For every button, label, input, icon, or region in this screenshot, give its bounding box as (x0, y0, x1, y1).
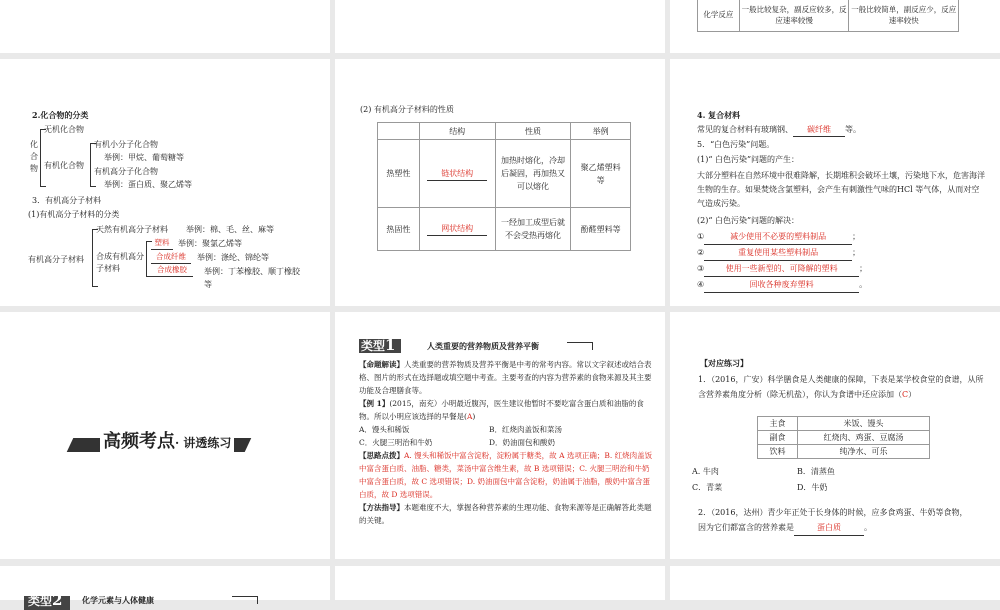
option: C．青菜 (692, 483, 723, 492)
reaction-table (697, 0, 959, 32)
list-item (697, 245, 867, 261)
slide-4[interactable] (0, 59, 330, 306)
answer-blank: 重复使用某些塑料制品 (704, 245, 852, 261)
table-cell: 副食 (758, 431, 798, 445)
slide-2[interactable] (335, 0, 665, 53)
slide-6[interactable] (670, 59, 1000, 306)
text: ； (852, 232, 861, 241)
text: 1．（2016，广安）科学膳食是人类健康的保障，下表是某学校食堂的食谱，从所含营养素角度分析（除无机盐），你认为食谱中还应添加（ (698, 375, 984, 399)
paragraph (359, 449, 657, 501)
answer: A (466, 412, 473, 421)
question (698, 372, 988, 402)
tree-node: 举例：蛋白质、聚乙烯等 (104, 180, 192, 189)
option: C．火腿三明治和牛奶 (359, 438, 433, 447)
list-number: ② (697, 248, 705, 257)
paragraph (697, 124, 861, 137)
table-cell (419, 140, 495, 208)
label: 【命题解读】 (359, 360, 404, 369)
tree-node: 举例：棉、毛、丝、麻等 (186, 225, 274, 234)
tree-node: 举例：甲烷、葡萄糖等 (104, 153, 184, 162)
section-heading: (2) 有机高分子材料的性质 (360, 105, 454, 114)
answer-blank: 减少使用不必要的塑料制品 (704, 229, 852, 245)
label: 【方法指导】 (359, 503, 404, 512)
solution-list (697, 229, 867, 293)
tree-node: 举例：丁苯橡胶、顺丁橡胶等 (204, 267, 300, 289)
title-rule (232, 596, 258, 604)
text: ） (908, 390, 917, 399)
table-cell: 热塑性 (378, 140, 420, 208)
badge-num: 1 (385, 336, 396, 354)
list-item (697, 229, 867, 245)
answer-blank: 合成纤维 (151, 251, 191, 264)
answer-blank: 网状结构 (427, 222, 487, 236)
slide-1[interactable] (0, 0, 330, 53)
section-title (100, 432, 234, 452)
table-cell: 一般比较复杂，副反应较多，反应速率较慢 (739, 0, 849, 32)
section-heading: 2.化合物的分类 (32, 110, 89, 120)
tree-node: 举例：涤纶、锦纶等 (197, 253, 269, 262)
type-title: 化学元素与人体健康 (82, 595, 154, 605)
badge-num: 2 (52, 591, 63, 609)
table-row (758, 431, 930, 445)
title-rule (567, 342, 593, 350)
answer-blank: 蛋白质 (794, 520, 864, 536)
table-cell: 酚醛塑料等 (571, 208, 631, 251)
table-header: 举例 (571, 123, 631, 140)
options (359, 423, 657, 449)
type-title: 人类重要的营养物质及营养平衡 (427, 341, 539, 351)
table-cell: 化学反应 (698, 0, 740, 32)
table-row (758, 417, 930, 431)
option: D．奶油面包和酸奶 (489, 438, 556, 447)
sub-heading: (1)有机高分子材料的分类 (28, 210, 120, 219)
text: ) (472, 412, 476, 421)
sub-heading: (1)“ 白色污染”问题的产生： (697, 155, 800, 164)
paragraph (359, 397, 657, 423)
question (698, 505, 968, 536)
tree-root: 化合物 (30, 140, 38, 173)
answer-blank: 合成橡胶 (151, 264, 193, 277)
text: (2015，南充）小明最近腹泻，医生建议他暂时不要吃富含蛋白质和油脂的食物。所以小明应该选择的早餐是( (359, 399, 644, 421)
option: B．红烧肉盖饭和菜汤 (489, 425, 563, 434)
answer-blank: 回收各种废弃塑料 (704, 277, 859, 293)
tree-node: 天然有机高分子材料 (96, 225, 168, 234)
menu-table (757, 416, 930, 459)
table-cell: 纯净水、可乐 (798, 445, 930, 459)
explanation: A. 馒头和稀饭中富含淀粉，淀粉属于糖类，故 A 选项正确；B. 红烧肉盖饭中富含蛋白质、油脂、糖类，菜汤中富含维生素，故 B 选项错误；C. 火腿三明治和牛奶中富含蛋白质，故 C 选项错误；D. 奶油面包中富含淀粉，奶油属于油脂，酸奶中富含蛋白质，故 D 选项错误。 (359, 451, 653, 499)
text: ； (859, 264, 868, 273)
text: 等。 (845, 125, 861, 134)
text: 本题难度不大，掌握各种营养素的生理功能、食物来源等是正确解答此类题的关键。 (359, 503, 652, 525)
answer-blank: 塑料 (151, 237, 173, 250)
table-header: 结构 (419, 123, 495, 140)
tree-node: 合成有机高分子材料 (96, 252, 144, 273)
slide-12[interactable] (670, 566, 1000, 600)
text: 常见的复合材料有玻璃钢、 (697, 125, 793, 134)
text: 2．（2016，达州）青少年正处于长身体的时候，应多食鸡蛋、牛奶等食物，因为它们都富含的营养素是 (698, 508, 968, 532)
table-cell (419, 208, 495, 251)
answer-blank: 碳纤维 (793, 124, 845, 137)
answer-blank: 链状结构 (427, 167, 487, 181)
option: B．清蒸鱼 (797, 467, 835, 476)
list-number: ① (697, 232, 705, 241)
paragraph: 大部分塑料在自然环境中很难降解，长期堆积会破坏土壤，污染地下水，危害海洋生物的生存。如果焚烧含氯塑料，会产生有刺激性气味的HCl 等气体，从而对空气造成污染。 (697, 171, 985, 208)
badge-word: 类型 (361, 339, 386, 353)
title-big: 高频考点 (103, 431, 175, 452)
slide-10[interactable] (0, 566, 330, 609)
slide-9[interactable] (670, 312, 1000, 559)
tree-root: 有机高分子材料 (28, 255, 84, 264)
answer: C (902, 390, 909, 399)
tree-node: 有机高分子化合物 (94, 167, 158, 176)
table-cell: 加热时熔化，冷却后凝固，再加热又可以熔化 (495, 140, 571, 208)
question-block (359, 358, 657, 527)
table-cell: 主食 (758, 417, 798, 431)
text: 。 (864, 523, 872, 532)
section-heading: 5．“白色污染”问题。 (697, 140, 775, 149)
table-row (758, 445, 930, 459)
answer-blank: 使用一些新型的、可降解的塑料 (704, 261, 859, 277)
table-cell: 红烧肉、鸡蛋、豆腐汤 (798, 431, 930, 445)
text: 人类重要的营养物质及营养平衡是中考的常考内容。常以文字叙述或结合表格、图片的形式在选择题或填空题中考查。主要考查的内容为营养素的食物来源及其主要功能及合理膳食等。 (359, 360, 652, 395)
table-cell: 饮料 (758, 445, 798, 459)
label: 【思路点拨】 (359, 451, 404, 460)
slide-7[interactable] (0, 312, 330, 559)
paragraph (359, 501, 657, 527)
options (692, 464, 892, 496)
tree-node: 有机化合物 (44, 161, 84, 170)
label: 【例 1】 (359, 399, 390, 408)
tree-node: 举例：聚氯乙烯等 (178, 239, 242, 248)
section-heading: 3．有机高分子材料 (32, 196, 102, 205)
table-row (378, 208, 631, 251)
tree-node: 无机化合物 (44, 125, 84, 134)
list-item (697, 277, 867, 293)
table-cell: 热固性 (378, 208, 420, 251)
badge-word: 类型 (28, 594, 53, 608)
table-cell: 聚乙烯塑料等 (571, 140, 631, 208)
section-heading: 4. 复合材料 (697, 110, 741, 120)
material-property-table (377, 122, 631, 251)
type-badge-text (361, 336, 395, 355)
table-cell: 一经加工成型后就不会受热再熔化 (495, 208, 571, 251)
slide-5[interactable] (335, 59, 665, 306)
option: A．馒头和稀饭 (359, 425, 410, 434)
table-header (378, 123, 420, 140)
slide-3[interactable] (670, 0, 1000, 53)
title-rest: · 讲透练习 (175, 436, 232, 450)
slide-11[interactable] (335, 566, 665, 600)
list-number: ④ (697, 280, 705, 289)
slide-8[interactable] (335, 312, 665, 559)
list-item (697, 261, 867, 277)
sub-heading: (2)“ 白色污染”问题的解决： (697, 216, 800, 225)
type-badge-text (28, 592, 62, 609)
table-cell: 米饭、馒头 (798, 417, 930, 431)
paragraph (359, 358, 657, 397)
tree-node: 有机小分子化合物 (94, 140, 158, 149)
table-row (378, 140, 631, 208)
table-header: 性质 (495, 123, 571, 140)
brace (40, 129, 46, 187)
text: 。 (859, 280, 868, 289)
table-cell: 一般比较简单，副反应少，反应速率较快 (849, 0, 959, 32)
text: ； (852, 248, 861, 257)
section-label: 【对应练习】 (700, 358, 748, 368)
option: A. 牛肉 (692, 467, 719, 476)
option: D．牛奶 (797, 483, 828, 492)
list-number: ③ (697, 264, 705, 273)
